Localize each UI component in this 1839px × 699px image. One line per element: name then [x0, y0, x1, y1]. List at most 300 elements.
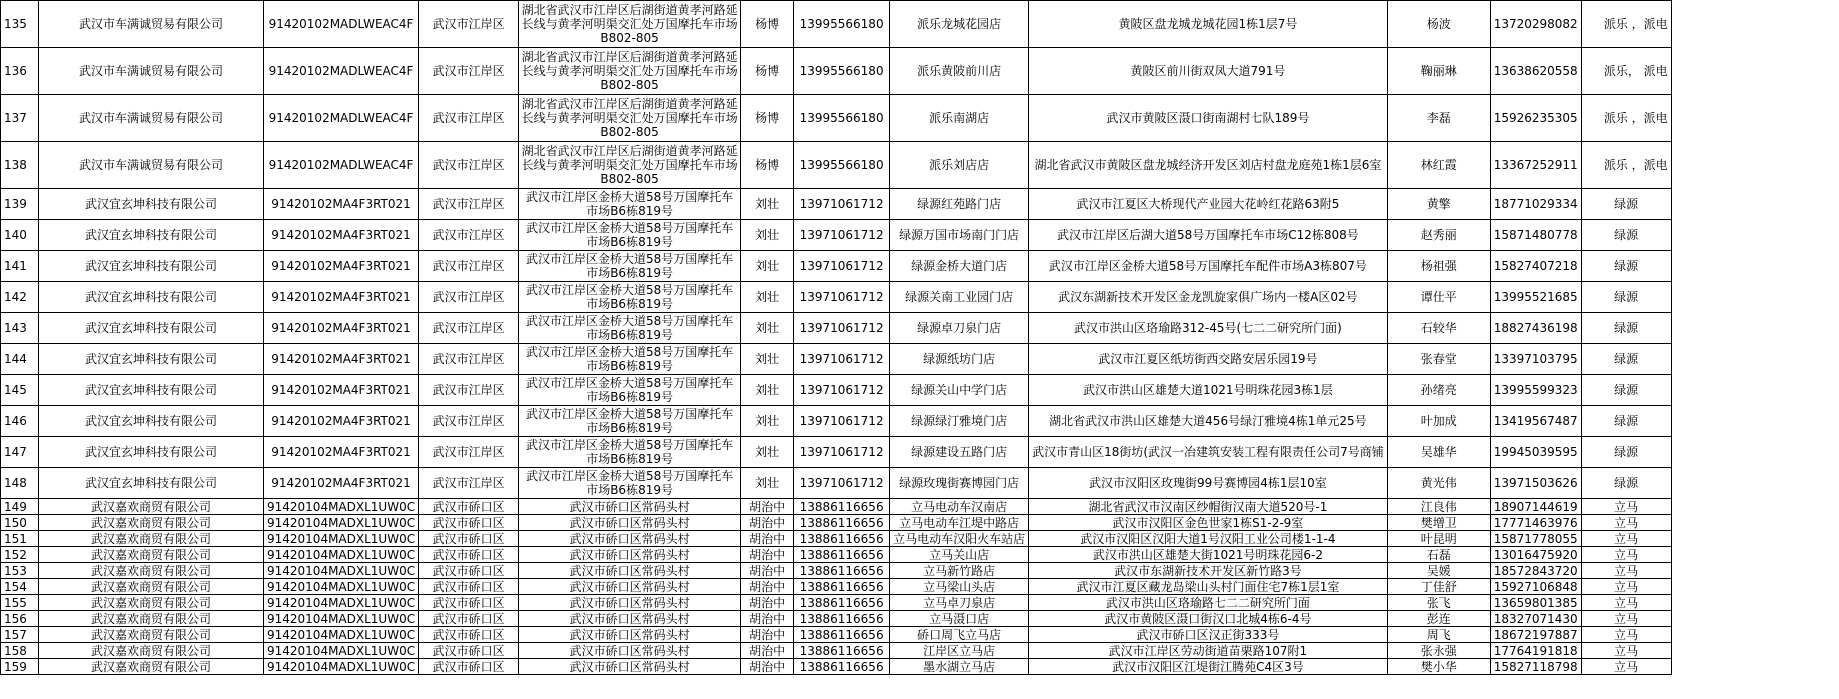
store-address-cell[interactable]: 武汉市东湖新技术开发区新竹路3号	[1029, 563, 1388, 579]
brand-cell[interactable]: 立马	[1581, 643, 1671, 659]
company-name-cell[interactable]: 武汉市车满诚贸易有限公司	[39, 142, 264, 189]
store-address-cell[interactable]: 黄陂区盘龙城龙城花园1栋1层7号	[1029, 1, 1388, 48]
brand-cell[interactable]: 立马	[1581, 611, 1671, 627]
store-address-cell[interactable]: 武汉市洪山区雄楚大街1021号明珠花园6-2	[1029, 547, 1388, 563]
district-cell[interactable]: 武汉市江岸区	[419, 406, 519, 437]
contact-phone-cell[interactable]: 13720298082	[1490, 1, 1581, 48]
company-address-cell[interactable]: 武汉市硚口区常码头村	[519, 547, 741, 563]
phone-cell[interactable]: 13886116656	[794, 643, 890, 659]
store-name-cell[interactable]: 墨水湖立马店	[890, 659, 1029, 675]
district-cell[interactable]: 武汉市江岸区	[419, 313, 519, 344]
company-name-cell[interactable]: 武汉宜玄坤科技有限公司	[39, 282, 264, 313]
store-name-cell[interactable]: 立马新竹路店	[890, 563, 1029, 579]
brand-cell[interactable]: 绿源	[1581, 468, 1671, 499]
district-cell[interactable]: 武汉市硚口区	[419, 563, 519, 579]
company-name-cell[interactable]: 武汉宜玄坤科技有限公司	[39, 437, 264, 468]
contact-phone-cell[interactable]: 15871480778	[1490, 220, 1581, 251]
store-address-cell[interactable]: 湖北省武汉市汉南区纱帽街汉南大道520号-1	[1029, 499, 1388, 515]
district-cell[interactable]: 武汉市江岸区	[419, 142, 519, 189]
store-address-cell[interactable]: 武汉市江夏区藏龙岛梁山头村门面住宅7栋1层1室	[1029, 579, 1388, 595]
district-cell[interactable]: 武汉市江岸区	[419, 1, 519, 48]
district-cell[interactable]: 武汉市江岸区	[419, 375, 519, 406]
store-name-cell[interactable]: 江岸区立马店	[890, 643, 1029, 659]
company-address-cell[interactable]: 湖北省武汉市江岸区后湖街道黄孝河路延长线与黄孝河明渠交汇处万国摩托车市场B802-805	[519, 95, 741, 142]
store-address-cell[interactable]: 武汉市汉阳区玫瑰街99号赛博园4栋1层10室	[1029, 468, 1388, 499]
row-number-cell[interactable]: 149	[1, 499, 39, 515]
brand-cell[interactable]: 绿源	[1581, 282, 1671, 313]
phone-cell[interactable]: 13995566180	[794, 95, 890, 142]
store-name-cell[interactable]: 立马卓刀泉店	[890, 595, 1029, 611]
row-number-cell[interactable]: 152	[1, 547, 39, 563]
credit-code-cell[interactable]: 91420102MA4F3RT021	[264, 313, 419, 344]
brand-cell[interactable]: 绿源	[1581, 220, 1671, 251]
contact-person-cell[interactable]: 叶昆明	[1387, 531, 1490, 547]
company-name-cell[interactable]: 武汉市车满诚贸易有限公司	[39, 95, 264, 142]
store-name-cell[interactable]: 立马电动车汉阳火车站店	[890, 531, 1029, 547]
company-name-cell[interactable]: 武汉嘉欢商贸有限公司	[39, 611, 264, 627]
company-name-cell[interactable]: 武汉市车满诚贸易有限公司	[39, 1, 264, 48]
brand-cell[interactable]: 绿源	[1581, 251, 1671, 282]
brand-cell[interactable]: 立马	[1581, 515, 1671, 531]
credit-code-cell[interactable]: 91420104MADXL1UW0C	[264, 659, 419, 675]
legal-rep-cell[interactable]: 刘壮	[741, 375, 794, 406]
contact-person-cell[interactable]: 吴雄华	[1387, 437, 1490, 468]
legal-rep-cell[interactable]: 刘壮	[741, 468, 794, 499]
contact-phone-cell[interactable]: 15926235305	[1490, 95, 1581, 142]
contact-phone-cell[interactable]: 15871778055	[1490, 531, 1581, 547]
brand-cell[interactable]: 立马	[1581, 659, 1671, 675]
credit-code-cell[interactable]: 91420104MADXL1UW0C	[264, 611, 419, 627]
store-address-cell[interactable]: 武汉市汉阳区金色世家1栋S1-2-9室	[1029, 515, 1388, 531]
contact-phone-cell[interactable]: 15827407218	[1490, 251, 1581, 282]
brand-cell[interactable]: 绿源	[1581, 189, 1671, 220]
contact-person-cell[interactable]: 林红霞	[1387, 142, 1490, 189]
credit-code-cell[interactable]: 91420104MADXL1UW0C	[264, 515, 419, 531]
store-address-cell[interactable]: 武汉市江岸区金桥大道58号万国摩托车配件市场A3栋807号	[1029, 251, 1388, 282]
company-address-cell[interactable]: 武汉市硚口区常码头村	[519, 611, 741, 627]
contact-person-cell[interactable]: 江良伟	[1387, 499, 1490, 515]
row-number-cell[interactable]: 139	[1, 189, 39, 220]
district-cell[interactable]: 武汉市江岸区	[419, 95, 519, 142]
legal-rep-cell[interactable]: 胡治中	[741, 643, 794, 659]
contact-phone-cell[interactable]: 13367252911	[1490, 142, 1581, 189]
company-address-cell[interactable]: 武汉市硚口区常码头村	[519, 563, 741, 579]
contact-person-cell[interactable]: 彭连	[1387, 611, 1490, 627]
company-address-cell[interactable]: 武汉市江岸区金桥大道58号万国摩托车市场B6栋819号	[519, 375, 741, 406]
store-address-cell[interactable]: 武汉市洪山区珞瑜路七二二研究所门面	[1029, 595, 1388, 611]
phone-cell[interactable]: 13886116656	[794, 515, 890, 531]
legal-rep-cell[interactable]: 刘壮	[741, 406, 794, 437]
company-name-cell[interactable]: 武汉宜玄坤科技有限公司	[39, 468, 264, 499]
legal-rep-cell[interactable]: 胡治中	[741, 579, 794, 595]
phone-cell[interactable]: 13971061712	[794, 189, 890, 220]
credit-code-cell[interactable]: 91420102MA4F3RT021	[264, 220, 419, 251]
contact-person-cell[interactable]: 黄光伟	[1387, 468, 1490, 499]
legal-rep-cell[interactable]: 刘壮	[741, 282, 794, 313]
company-name-cell[interactable]: 武汉嘉欢商贸有限公司	[39, 499, 264, 515]
company-address-cell[interactable]: 武汉市江岸区金桥大道58号万国摩托车市场B6栋819号	[519, 406, 741, 437]
company-address-cell[interactable]: 武汉市硚口区常码头村	[519, 627, 741, 643]
company-address-cell[interactable]: 武汉市硚口区常码头村	[519, 643, 741, 659]
store-address-cell[interactable]: 湖北省武汉市洪山区雄楚大道456号绿汀雅境4栋1单元25号	[1029, 406, 1388, 437]
district-cell[interactable]: 武汉市硚口区	[419, 659, 519, 675]
row-number-cell[interactable]: 150	[1, 515, 39, 531]
credit-code-cell[interactable]: 91420104MADXL1UW0C	[264, 531, 419, 547]
phone-cell[interactable]: 13886116656	[794, 563, 890, 579]
contact-person-cell[interactable]: 石较华	[1387, 313, 1490, 344]
brand-cell[interactable]: 立马	[1581, 499, 1671, 515]
phone-cell[interactable]: 13886116656	[794, 531, 890, 547]
contact-person-cell[interactable]: 杨波	[1387, 1, 1490, 48]
credit-code-cell[interactable]: 91420102MA4F3RT021	[264, 437, 419, 468]
company-address-cell[interactable]: 武汉市江岸区金桥大道58号万国摩托车市场B6栋819号	[519, 344, 741, 375]
credit-code-cell[interactable]: 91420102MA4F3RT021	[264, 468, 419, 499]
district-cell[interactable]: 武汉市硚口区	[419, 643, 519, 659]
brand-cell[interactable]: 派乐 ，派电	[1581, 95, 1671, 142]
district-cell[interactable]: 武汉市江岸区	[419, 189, 519, 220]
credit-code-cell[interactable]: 91420102MADLWEAC4F	[264, 48, 419, 95]
contact-person-cell[interactable]: 张春堂	[1387, 344, 1490, 375]
company-address-cell[interactable]: 武汉市江岸区金桥大道58号万国摩托车市场B6栋819号	[519, 282, 741, 313]
contact-phone-cell[interactable]: 17764191818	[1490, 643, 1581, 659]
credit-code-cell[interactable]: 91420102MA4F3RT021	[264, 282, 419, 313]
contact-person-cell[interactable]: 黄擎	[1387, 189, 1490, 220]
legal-rep-cell[interactable]: 胡治中	[741, 499, 794, 515]
district-cell[interactable]: 武汉市江岸区	[419, 48, 519, 95]
store-name-cell[interactable]: 绿源绿汀雅境门店	[890, 406, 1029, 437]
row-number-cell[interactable]: 141	[1, 251, 39, 282]
store-name-cell[interactable]: 绿源关南工业园门店	[890, 282, 1029, 313]
legal-rep-cell[interactable]: 胡治中	[741, 595, 794, 611]
credit-code-cell[interactable]: 91420102MA4F3RT021	[264, 375, 419, 406]
store-address-cell[interactable]: 武汉东湖新技术开发区金龙凯旋家俱广场内一楼A区02号	[1029, 282, 1388, 313]
credit-code-cell[interactable]: 91420104MADXL1UW0C	[264, 499, 419, 515]
credit-code-cell[interactable]: 91420104MADXL1UW0C	[264, 643, 419, 659]
store-address-cell[interactable]: 武汉市江夏区大桥现代产业园大花岭红花路63附5	[1029, 189, 1388, 220]
district-cell[interactable]: 武汉市硚口区	[419, 627, 519, 643]
contact-phone-cell[interactable]: 15927106848	[1490, 579, 1581, 595]
brand-cell[interactable]: 立马	[1581, 595, 1671, 611]
row-number-cell[interactable]: 158	[1, 643, 39, 659]
company-address-cell[interactable]: 湖北省武汉市江岸区后湖街道黄孝河路延长线与黄孝河明渠交汇处万国摩托车市场B802-805	[519, 1, 741, 48]
store-address-cell[interactable]: 武汉市洪山区雄楚大道1021号明珠花园3栋1层	[1029, 375, 1388, 406]
store-address-cell[interactable]: 黄陂区前川街双凤大道791号	[1029, 48, 1388, 95]
store-name-cell[interactable]: 派乐刘店店	[890, 142, 1029, 189]
contact-phone-cell[interactable]: 13397103795	[1490, 344, 1581, 375]
contact-phone-cell[interactable]: 13638620558	[1490, 48, 1581, 95]
credit-code-cell[interactable]: 91420104MADXL1UW0C	[264, 563, 419, 579]
company-name-cell[interactable]: 武汉嘉欢商贸有限公司	[39, 515, 264, 531]
contact-phone-cell[interactable]: 18907144619	[1490, 499, 1581, 515]
store-name-cell[interactable]: 绿源万国市场南门门店	[890, 220, 1029, 251]
store-name-cell[interactable]: 立马电动车汉南店	[890, 499, 1029, 515]
store-address-cell[interactable]: 武汉市汉阳区汉阳大道1号汉阳工业公司楼1-1-4	[1029, 531, 1388, 547]
store-address-cell[interactable]: 武汉市硚口区汉正街333号	[1029, 627, 1388, 643]
legal-rep-cell[interactable]: 刘壮	[741, 220, 794, 251]
contact-person-cell[interactable]: 张永强	[1387, 643, 1490, 659]
store-name-cell[interactable]: 立马梁山头店	[890, 579, 1029, 595]
row-number-cell[interactable]: 145	[1, 375, 39, 406]
company-address-cell[interactable]: 武汉市硚口区常码头村	[519, 579, 741, 595]
company-address-cell[interactable]: 武汉市江岸区金桥大道58号万国摩托车市场B6栋819号	[519, 189, 741, 220]
row-number-cell[interactable]: 135	[1, 1, 39, 48]
district-cell[interactable]: 武汉市江岸区	[419, 468, 519, 499]
contact-phone-cell[interactable]: 13016475920	[1490, 547, 1581, 563]
brand-cell[interactable]: 派乐 ，派电	[1581, 142, 1671, 189]
company-address-cell[interactable]: 武汉市江岸区金桥大道58号万国摩托车市场B6栋819号	[519, 468, 741, 499]
row-number-cell[interactable]: 142	[1, 282, 39, 313]
store-address-cell[interactable]: 湖北省武汉市黄陂区盘龙城经济开发区刘店村盘龙庭苑1栋1层6室	[1029, 142, 1388, 189]
legal-rep-cell[interactable]: 杨博	[741, 1, 794, 48]
phone-cell[interactable]: 13886116656	[794, 547, 890, 563]
company-name-cell[interactable]: 武汉市车满诚贸易有限公司	[39, 48, 264, 95]
brand-cell[interactable]: 派乐 ，派电	[1581, 1, 1671, 48]
legal-rep-cell[interactable]: 胡治中	[741, 531, 794, 547]
contact-person-cell[interactable]: 樊小华	[1387, 659, 1490, 675]
legal-rep-cell[interactable]: 杨博	[741, 95, 794, 142]
company-name-cell[interactable]: 武汉嘉欢商贸有限公司	[39, 579, 264, 595]
legal-rep-cell[interactable]: 刘壮	[741, 251, 794, 282]
legal-rep-cell[interactable]: 刘壮	[741, 344, 794, 375]
store-name-cell[interactable]: 派乐南湖店	[890, 95, 1029, 142]
phone-cell[interactable]: 13971061712	[794, 344, 890, 375]
phone-cell[interactable]: 13886116656	[794, 627, 890, 643]
company-address-cell[interactable]: 武汉市硚口区常码头村	[519, 531, 741, 547]
company-name-cell[interactable]: 武汉宜玄坤科技有限公司	[39, 251, 264, 282]
phone-cell[interactable]: 13971061712	[794, 282, 890, 313]
contact-phone-cell[interactable]: 13419567487	[1490, 406, 1581, 437]
store-name-cell[interactable]: 绿源玫瑰街赛博园门店	[890, 468, 1029, 499]
contact-phone-cell[interactable]: 15827118798	[1490, 659, 1581, 675]
phone-cell[interactable]: 13995566180	[794, 48, 890, 95]
credit-code-cell[interactable]: 91420104MADXL1UW0C	[264, 595, 419, 611]
phone-cell[interactable]: 13971061712	[794, 468, 890, 499]
legal-rep-cell[interactable]: 刘壮	[741, 313, 794, 344]
brand-cell[interactable]: 绿源	[1581, 437, 1671, 468]
company-address-cell[interactable]: 武汉市江岸区金桥大道58号万国摩托车市场B6栋819号	[519, 437, 741, 468]
credit-code-cell[interactable]: 91420102MA4F3RT021	[264, 344, 419, 375]
phone-cell[interactable]: 13971061712	[794, 251, 890, 282]
brand-cell[interactable]: 绿源	[1581, 375, 1671, 406]
company-address-cell[interactable]: 武汉市江岸区金桥大道58号万国摩托车市场B6栋819号	[519, 313, 741, 344]
store-name-cell[interactable]: 绿源关山中学门店	[890, 375, 1029, 406]
store-name-cell[interactable]: 绿源建设五路门店	[890, 437, 1029, 468]
store-name-cell[interactable]: 派乐龙城花园店	[890, 1, 1029, 48]
legal-rep-cell[interactable]: 杨博	[741, 142, 794, 189]
company-address-cell[interactable]: 武汉市江岸区金桥大道58号万国摩托车市场B6栋819号	[519, 220, 741, 251]
legal-rep-cell[interactable]: 胡治中	[741, 611, 794, 627]
contact-phone-cell[interactable]: 18672197887	[1490, 627, 1581, 643]
company-name-cell[interactable]: 武汉宜玄坤科技有限公司	[39, 313, 264, 344]
company-name-cell[interactable]: 武汉嘉欢商贸有限公司	[39, 547, 264, 563]
store-address-cell[interactable]: 武汉市江岸区后湖大道58号万国摩托车市场C12栋808号	[1029, 220, 1388, 251]
row-number-cell[interactable]: 156	[1, 611, 39, 627]
legal-rep-cell[interactable]: 刘壮	[741, 437, 794, 468]
contact-phone-cell[interactable]: 18771029334	[1490, 189, 1581, 220]
credit-code-cell[interactable]: 91420102MA4F3RT021	[264, 251, 419, 282]
contact-phone-cell[interactable]: 18327071430	[1490, 611, 1581, 627]
store-name-cell[interactable]: 绿源卓刀泉门店	[890, 313, 1029, 344]
contact-phone-cell[interactable]: 13971503626	[1490, 468, 1581, 499]
contact-phone-cell[interactable]: 13995521685	[1490, 282, 1581, 313]
phone-cell[interactable]: 13971061712	[794, 313, 890, 344]
store-address-cell[interactable]: 武汉市江岸区劳动街道苗栗路107附1	[1029, 643, 1388, 659]
brand-cell[interactable]: 立马	[1581, 563, 1671, 579]
credit-code-cell[interactable]: 91420104MADXL1UW0C	[264, 579, 419, 595]
company-address-cell[interactable]: 武汉市硚口区常码头村	[519, 659, 741, 675]
company-name-cell[interactable]: 武汉嘉欢商贸有限公司	[39, 643, 264, 659]
contact-phone-cell[interactable]: 17771463976	[1490, 515, 1581, 531]
store-address-cell[interactable]: 武汉市汉阳区江堤街江腾苑C4区3号	[1029, 659, 1388, 675]
district-cell[interactable]: 武汉市硚口区	[419, 611, 519, 627]
company-address-cell[interactable]: 武汉市硚口区常码头村	[519, 515, 741, 531]
row-number-cell[interactable]: 144	[1, 344, 39, 375]
legal-rep-cell[interactable]: 杨博	[741, 48, 794, 95]
phone-cell[interactable]: 13995566180	[794, 142, 890, 189]
contact-person-cell[interactable]: 谭仕平	[1387, 282, 1490, 313]
store-address-cell[interactable]: 武汉市青山区18街坊(武汉一冶建筑安装工程有限责任公司7号商铺	[1029, 437, 1388, 468]
brand-cell[interactable]: 绿源	[1581, 313, 1671, 344]
district-cell[interactable]: 武汉市硚口区	[419, 499, 519, 515]
store-name-cell[interactable]: 绿源金桥大道门店	[890, 251, 1029, 282]
company-address-cell[interactable]: 湖北省武汉市江岸区后湖街道黄孝河路延长线与黄孝河明渠交汇处万国摩托车市场B802-805	[519, 48, 741, 95]
company-address-cell[interactable]: 武汉市江岸区金桥大道58号万国摩托车市场B6栋819号	[519, 251, 741, 282]
company-name-cell[interactable]: 武汉宜玄坤科技有限公司	[39, 189, 264, 220]
store-name-cell[interactable]: 立马关山店	[890, 547, 1029, 563]
phone-cell[interactable]: 13886116656	[794, 659, 890, 675]
company-name-cell[interactable]: 武汉嘉欢商贸有限公司	[39, 659, 264, 675]
company-address-cell[interactable]: 武汉市硚口区常码头村	[519, 499, 741, 515]
contact-person-cell[interactable]: 丁佳舒	[1387, 579, 1490, 595]
district-cell[interactable]: 武汉市硚口区	[419, 515, 519, 531]
contact-person-cell[interactable]: 孙绪亮	[1387, 375, 1490, 406]
district-cell[interactable]: 武汉市江岸区	[419, 282, 519, 313]
store-address-cell[interactable]: 武汉市黄陂区滠口街汉口北城4栋6-4号	[1029, 611, 1388, 627]
row-number-cell[interactable]: 153	[1, 563, 39, 579]
legal-rep-cell[interactable]: 胡治中	[741, 627, 794, 643]
company-name-cell[interactable]: 武汉宜玄坤科技有限公司	[39, 406, 264, 437]
contact-person-cell[interactable]: 鞠丽琳	[1387, 48, 1490, 95]
brand-cell[interactable]: 绿源	[1581, 344, 1671, 375]
contact-person-cell[interactable]: 樊增卫	[1387, 515, 1490, 531]
phone-cell[interactable]: 13886116656	[794, 611, 890, 627]
credit-code-cell[interactable]: 91420102MADLWEAC4F	[264, 95, 419, 142]
brand-cell[interactable]: 绿源	[1581, 406, 1671, 437]
credit-code-cell[interactable]: 91420102MADLWEAC4F	[264, 142, 419, 189]
brand-cell[interactable]: 立马	[1581, 531, 1671, 547]
district-cell[interactable]: 武汉市江岸区	[419, 220, 519, 251]
credit-code-cell[interactable]: 91420102MA4F3RT021	[264, 406, 419, 437]
company-name-cell[interactable]: 武汉嘉欢商贸有限公司	[39, 627, 264, 643]
phone-cell[interactable]: 13995566180	[794, 1, 890, 48]
legal-rep-cell[interactable]: 胡治中	[741, 659, 794, 675]
store-address-cell[interactable]: 武汉市江夏区纸坊街西交路安居乐园19号	[1029, 344, 1388, 375]
contact-person-cell[interactable]: 赵秀丽	[1387, 220, 1490, 251]
contact-phone-cell[interactable]: 19945039595	[1490, 437, 1581, 468]
row-number-cell[interactable]: 147	[1, 437, 39, 468]
company-name-cell[interactable]: 武汉嘉欢商贸有限公司	[39, 563, 264, 579]
contact-person-cell[interactable]: 石磊	[1387, 547, 1490, 563]
legal-rep-cell[interactable]: 胡治中	[741, 515, 794, 531]
contact-phone-cell[interactable]: 13995599323	[1490, 375, 1581, 406]
row-number-cell[interactable]: 151	[1, 531, 39, 547]
contact-person-cell[interactable]: 周飞	[1387, 627, 1490, 643]
district-cell[interactable]: 武汉市江岸区	[419, 251, 519, 282]
phone-cell[interactable]: 13886116656	[794, 595, 890, 611]
phone-cell[interactable]: 13971061712	[794, 406, 890, 437]
credit-code-cell[interactable]: 91420102MADLWEAC4F	[264, 1, 419, 48]
company-name-cell[interactable]: 武汉嘉欢商贸有限公司	[39, 595, 264, 611]
row-number-cell[interactable]: 159	[1, 659, 39, 675]
legal-rep-cell[interactable]: 胡治中	[741, 547, 794, 563]
row-number-cell[interactable]: 157	[1, 627, 39, 643]
row-number-cell[interactable]: 143	[1, 313, 39, 344]
contact-person-cell[interactable]: 李磊	[1387, 95, 1490, 142]
contact-phone-cell[interactable]: 18572843720	[1490, 563, 1581, 579]
store-name-cell[interactable]: 立马电动车江堤中路店	[890, 515, 1029, 531]
row-number-cell[interactable]: 136	[1, 48, 39, 95]
phone-cell[interactable]: 13886116656	[794, 499, 890, 515]
company-address-cell[interactable]: 湖北省武汉市江岸区后湖街道黄孝河路延长线与黄孝河明渠交汇处万国摩托车市场B802-805	[519, 142, 741, 189]
district-cell[interactable]: 武汉市硚口区	[419, 579, 519, 595]
phone-cell[interactable]: 13886116656	[794, 579, 890, 595]
district-cell[interactable]: 武汉市硚口区	[419, 547, 519, 563]
phone-cell[interactable]: 13971061712	[794, 375, 890, 406]
brand-cell[interactable]: 立马	[1581, 579, 1671, 595]
row-number-cell[interactable]: 138	[1, 142, 39, 189]
store-name-cell[interactable]: 绿源纸坊门店	[890, 344, 1029, 375]
store-name-cell[interactable]: 硚口周飞立马店	[890, 627, 1029, 643]
legal-rep-cell[interactable]: 刘壮	[741, 189, 794, 220]
store-address-cell[interactable]: 武汉市洪山区珞瑜路312-45号(七二二研究所门面)	[1029, 313, 1388, 344]
company-name-cell[interactable]: 武汉宜玄坤科技有限公司	[39, 344, 264, 375]
row-number-cell[interactable]: 140	[1, 220, 39, 251]
row-number-cell[interactable]: 148	[1, 468, 39, 499]
district-cell[interactable]: 武汉市硚口区	[419, 595, 519, 611]
contact-phone-cell[interactable]: 18827436198	[1490, 313, 1581, 344]
company-address-cell[interactable]: 武汉市硚口区常码头村	[519, 595, 741, 611]
store-name-cell[interactable]: 绿源红苑路门店	[890, 189, 1029, 220]
contact-person-cell[interactable]: 吴媛	[1387, 563, 1490, 579]
phone-cell[interactable]: 13971061712	[794, 220, 890, 251]
district-cell[interactable]: 武汉市硚口区	[419, 531, 519, 547]
credit-code-cell[interactable]: 91420104MADXL1UW0C	[264, 627, 419, 643]
credit-code-cell[interactable]: 91420102MA4F3RT021	[264, 189, 419, 220]
company-name-cell[interactable]: 武汉宜玄坤科技有限公司	[39, 375, 264, 406]
company-name-cell[interactable]: 武汉嘉欢商贸有限公司	[39, 531, 264, 547]
brand-cell[interactable]: 立马	[1581, 547, 1671, 563]
credit-code-cell[interactable]: 91420104MADXL1UW0C	[264, 547, 419, 563]
store-name-cell[interactable]: 派乐黄陂前川店	[890, 48, 1029, 95]
contact-person-cell[interactable]: 叶加成	[1387, 406, 1490, 437]
contact-person-cell[interactable]: 张飞	[1387, 595, 1490, 611]
company-name-cell[interactable]: 武汉宜玄坤科技有限公司	[39, 220, 264, 251]
store-name-cell[interactable]: 立马滠口店	[890, 611, 1029, 627]
phone-cell[interactable]: 13971061712	[794, 437, 890, 468]
contact-person-cell[interactable]: 杨祖强	[1387, 251, 1490, 282]
district-cell[interactable]: 武汉市江岸区	[419, 344, 519, 375]
contact-phone-cell[interactable]: 13659801385	[1490, 595, 1581, 611]
brand-cell[interactable]: 立马	[1581, 627, 1671, 643]
row-number-cell[interactable]: 137	[1, 95, 39, 142]
brand-cell[interactable]: 派乐， 派电	[1581, 48, 1671, 95]
district-cell[interactable]: 武汉市江岸区	[419, 437, 519, 468]
row-number-cell[interactable]: 155	[1, 595, 39, 611]
legal-rep-cell[interactable]: 胡治中	[741, 563, 794, 579]
row-number-cell[interactable]: 154	[1, 579, 39, 595]
store-address-cell[interactable]: 武汉市黄陂区滠口街南湖村七队189号	[1029, 95, 1388, 142]
row-number-cell[interactable]: 146	[1, 406, 39, 437]
